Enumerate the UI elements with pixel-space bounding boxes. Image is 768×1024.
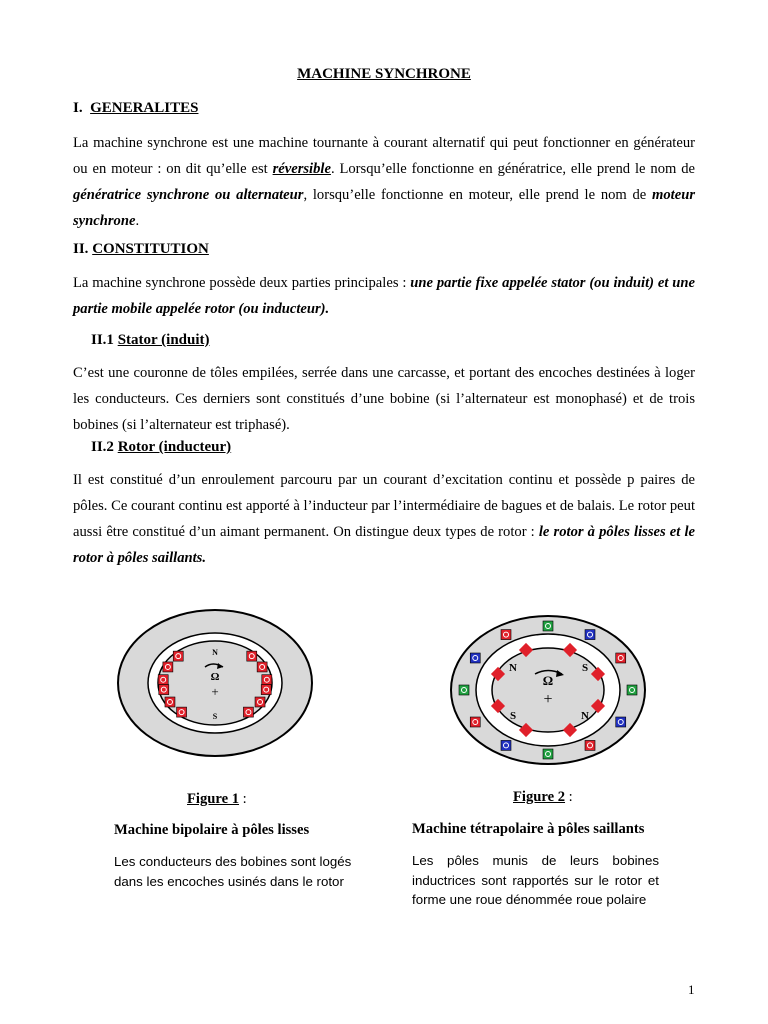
figure-1-title: Machine bipolaire à pôles lisses <box>114 822 310 838</box>
rotor-conductor <box>165 697 175 707</box>
stator-conductor <box>501 630 511 640</box>
text: La machine synchrone possède deux parties principales : <box>73 275 411 291</box>
stator-conductor <box>470 653 480 663</box>
south-pole-label: S <box>581 662 589 674</box>
north-pole-label: N <box>509 662 517 674</box>
figure-2-title: Machine tétrapolaire à pôles saillants <box>412 821 645 837</box>
rotor-conductor <box>158 675 168 685</box>
figure-2-description: Les pôles munis de leurs bobines inductrices sont rapportés sur le rotor et forme une roue dénommée roue polaire <box>412 853 659 907</box>
rotor-conductor <box>262 675 272 685</box>
section-number: II.1 <box>91 332 114 348</box>
south-pole-label: S <box>509 710 517 722</box>
figure-1-smooth-pole-rotor <box>118 610 312 756</box>
omega-label: Ω <box>210 671 220 683</box>
section-2-1-heading <box>91 332 210 349</box>
section-title: Rotor (inducteur) <box>117 439 232 455</box>
stator-conductor <box>627 685 637 695</box>
rotor-conductor <box>247 651 257 661</box>
omega-label: Ω <box>542 673 554 688</box>
text: , lorsqu’elle fonctionne en moteur, elle prend le nom de <box>303 187 653 203</box>
stator-conductor <box>470 717 480 727</box>
figure-2-caption <box>513 789 573 806</box>
section-number: II.2 <box>91 439 114 455</box>
figure-1-description: Les conducteurs des bobines sont logés dans les encoches usinés dans le rotor <box>114 854 352 889</box>
rotor-conductor <box>243 707 253 717</box>
generalites-paragraph <box>73 130 695 234</box>
stator-conductor <box>585 630 595 640</box>
rotor-figures <box>0 600 768 770</box>
stator-conductor <box>501 740 511 750</box>
rotor-conductor <box>173 651 183 661</box>
north-pole-label: N <box>212 648 218 657</box>
rotor-conductor <box>255 697 265 707</box>
rotor-conductor <box>257 662 267 672</box>
stator-conductor <box>543 749 553 759</box>
stator-conductor <box>543 621 553 631</box>
stator-conductor <box>616 653 626 663</box>
text: : <box>239 791 247 807</box>
emphasis: moteur synchrone <box>73 187 696 229</box>
stator-conductor <box>585 740 595 750</box>
stator-conductor <box>459 685 469 695</box>
constitution-paragraph <box>73 270 695 322</box>
center-plus: + <box>211 684 219 699</box>
figure-1-caption <box>187 791 247 808</box>
north-pole-label: N <box>581 710 589 722</box>
section-title: CONSTITUTION <box>92 241 209 257</box>
emphasis: génératrice synchrone ou alternateur <box>73 187 304 203</box>
section-2-2-heading <box>91 439 231 456</box>
text: La machine synchrone est une machine tournante à courant alternatif qui peut fonctionner en générateur ou en moteur : on dit qu’elle est <box>73 135 695 177</box>
emphasis: le rotor à pôles lisses et le rotor à pôles saillants. <box>73 524 695 566</box>
center-plus: + <box>543 691 553 708</box>
figure-label: Figure 2 <box>513 789 566 805</box>
text: Il est constitué d’un enroulement parcouru par un courant d’excitation continu et possède p paires de pôles. Ce courant continu est apporté à l’inducteur par l’intermédiaire de bagues et de balais. Le rotor peut aussi être constitué d’un aimant permanent. On distingue deux types de rotor : <box>73 472 695 540</box>
emphasis: une partie fixe appelée stator (ou induit) et une partie mobile appelée rotor (ou inducteur). <box>73 275 695 317</box>
rotor-conductor <box>163 662 173 672</box>
rotor-conductor <box>177 707 187 717</box>
stator-paragraph: C’est une couronne de tôles empilées, serrée dans une carcasse, et portant des encoches destinées à loger les conducteurs. Ces derniers sont constitués d’une bobine (si l’alternateur est monophasé) et de trois bobines (si l’alternateur est triphasé). <box>73 365 695 433</box>
stator-conductor <box>616 717 626 727</box>
figure-2-salient-pole-rotor <box>451 616 645 764</box>
text: . Lorsqu’elle fonctionne en génératrice, elle prend le nom de <box>330 161 695 177</box>
text: : <box>565 789 573 805</box>
section-number: II. <box>73 241 89 257</box>
emphasis: réversible <box>272 161 331 177</box>
section-2-heading <box>73 241 209 258</box>
rotor-paragraph <box>73 467 695 571</box>
text: . <box>135 213 140 229</box>
document-title: MACHINE SYNCHRONE <box>297 66 471 82</box>
rotor-conductor <box>159 685 169 695</box>
page-number: 1 <box>688 982 695 997</box>
section-1-heading <box>73 100 198 117</box>
figure-label: Figure 1 <box>187 791 240 807</box>
south-pole-label: S <box>212 712 218 721</box>
section-title: GENERALITES <box>90 100 199 116</box>
rotor-conductor <box>261 685 271 695</box>
section-title: Stator (induit) <box>117 332 210 348</box>
section-number: I. <box>73 100 83 116</box>
